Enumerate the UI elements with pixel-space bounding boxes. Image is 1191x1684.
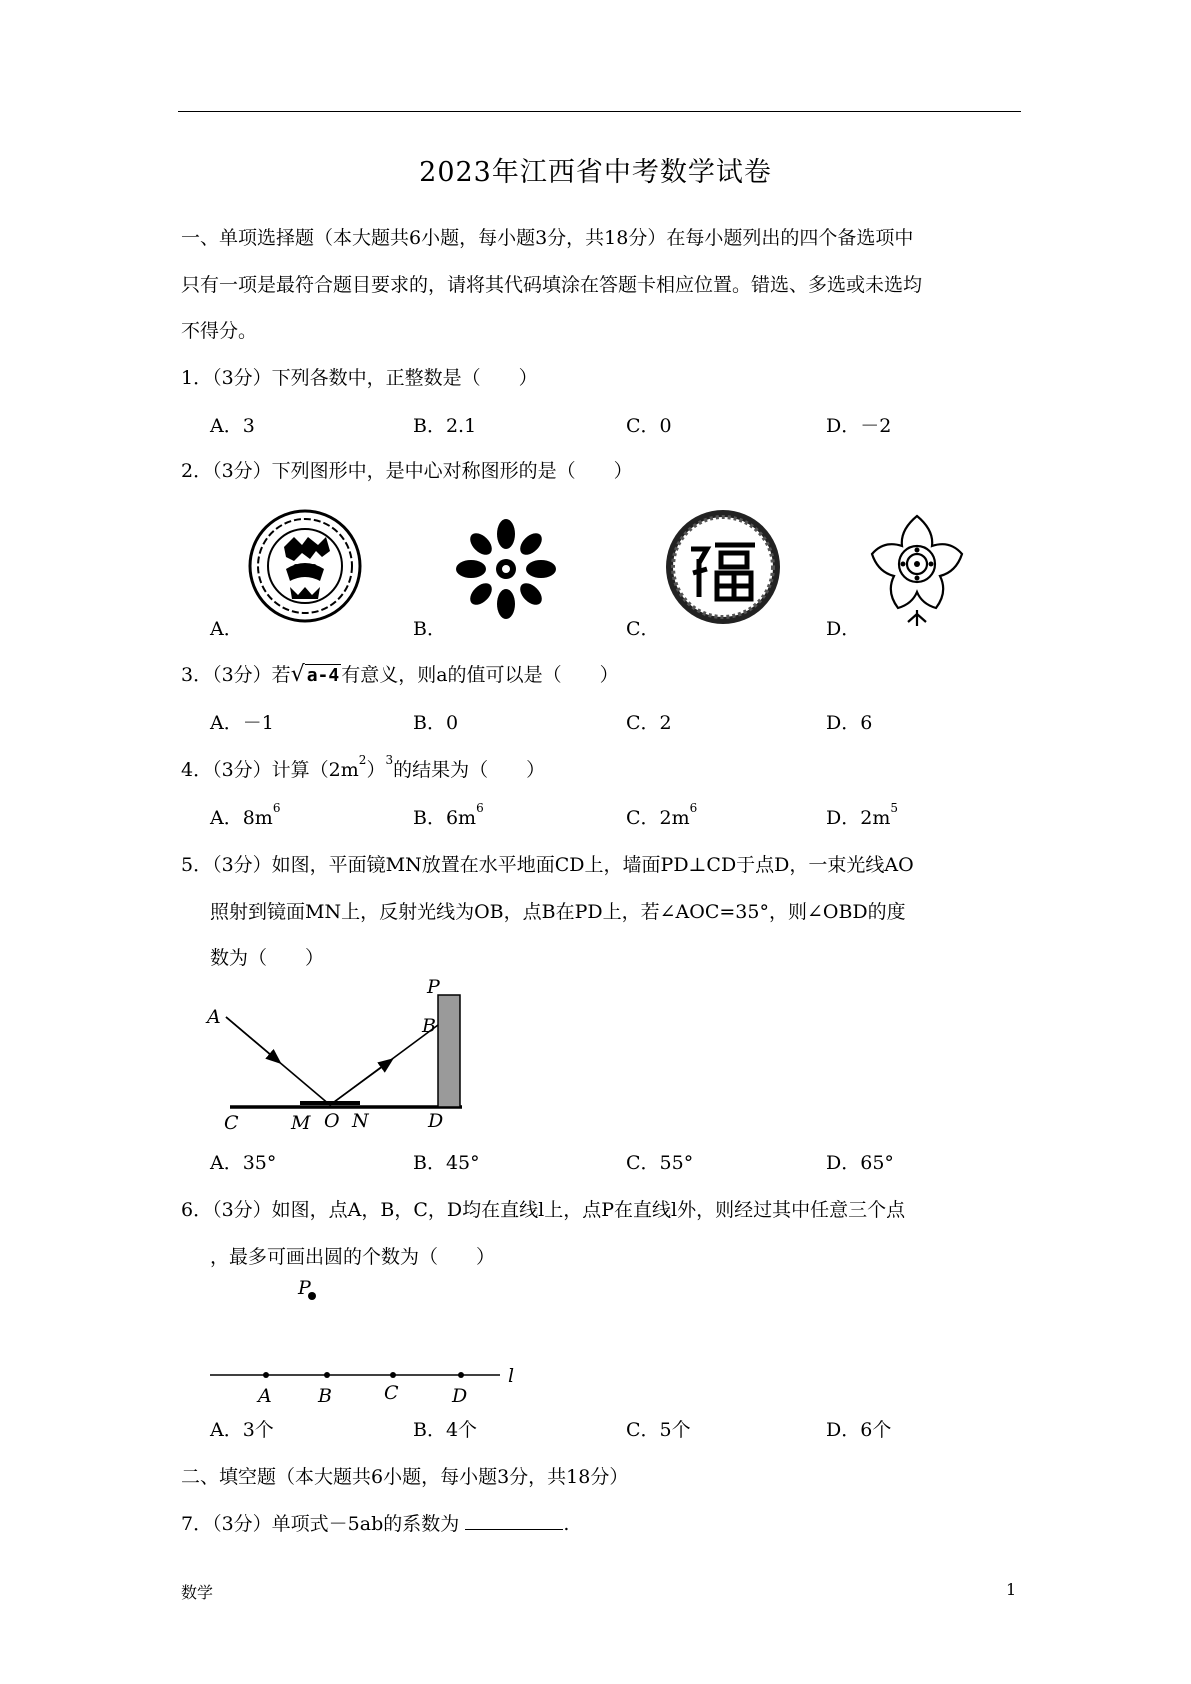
q4-option-a-exp: 6 bbox=[272, 801, 281, 815]
q4-stem-mid: ） bbox=[366, 759, 386, 781]
q5-label-p: P bbox=[427, 976, 440, 998]
q5-label-m: M bbox=[291, 1112, 311, 1134]
q4-option-b-base: B．6m bbox=[413, 807, 477, 829]
q4-option-c bbox=[626, 803, 697, 830]
q7-stem-end: . bbox=[563, 1513, 570, 1535]
q4-stem-post: 的结果为（ ） bbox=[393, 759, 546, 781]
q6-stem-line1: 6．（3分）如图，点A，B，C，D均在直线l上，点P在直线l外，则经过其中任意三个点 bbox=[181, 1199, 906, 1221]
paper-title: 2023年江西省中考数学试卷 bbox=[419, 157, 772, 188]
q3-option-d: D．6 bbox=[826, 712, 873, 734]
q5-reflected-arrow bbox=[330, 1061, 390, 1105]
q4-option-d bbox=[826, 803, 898, 830]
section1-instructions-line3: 不得分。 bbox=[181, 320, 258, 342]
q7-stem bbox=[181, 1509, 569, 1536]
q4-option-c-exp: 6 bbox=[689, 801, 698, 815]
q6-label-p: P bbox=[298, 1277, 311, 1299]
q2-figure-a-medallion bbox=[246, 507, 364, 625]
q6-label-l: l bbox=[508, 1365, 515, 1387]
footer-page-number: 1 bbox=[1006, 1580, 1017, 1599]
q5-stem-line2: 照射到镜面MN上，反射光线为OB，点B在PD上，若∠AOC=35°，则∠OBD的度 bbox=[210, 901, 906, 923]
q5-option-a: A．35° bbox=[210, 1152, 277, 1174]
q6-point-d bbox=[458, 1372, 464, 1378]
header-rule bbox=[178, 111, 1021, 112]
q4-option-b bbox=[413, 803, 484, 830]
q6-point-a bbox=[263, 1372, 269, 1378]
q4-option-a-base: A．8m bbox=[210, 807, 273, 829]
section2-header: 二、填空题（本大题共6小题，每小题3分，共18分） bbox=[181, 1466, 629, 1488]
q5-label-n: N bbox=[352, 1110, 369, 1132]
q5-mirror-figure bbox=[200, 975, 480, 1135]
q6-point-b bbox=[324, 1372, 330, 1378]
q5-label-d: D bbox=[428, 1110, 444, 1132]
q4-exponent-inner: 2 bbox=[358, 753, 367, 767]
q6-option-c: C．5个 bbox=[626, 1419, 691, 1441]
q1-option-d: D．－2 bbox=[826, 415, 892, 437]
q5-option-b: B．45° bbox=[413, 1152, 480, 1174]
q6-points-figure bbox=[200, 1272, 530, 1412]
q6-stem-line2: ，最多可画出圆的个数为（ ） bbox=[210, 1246, 496, 1268]
q4-option-b-exp: 6 bbox=[476, 801, 484, 815]
q2-option-b: B． bbox=[413, 618, 446, 640]
q2-figure-c-fu-seal bbox=[663, 507, 783, 627]
q5-option-d: D．65° bbox=[826, 1152, 894, 1174]
q1-option-c: C．0 bbox=[626, 415, 672, 437]
q6-option-b: B．4个 bbox=[413, 1419, 478, 1441]
q3-stem bbox=[181, 660, 619, 687]
q4-stem bbox=[181, 755, 545, 782]
q2-figure-b-flower bbox=[447, 510, 565, 628]
q5-wall-pd bbox=[438, 995, 460, 1107]
q3-radicand: a-4 bbox=[306, 665, 340, 686]
q6-option-d: D．6个 bbox=[826, 1419, 892, 1441]
section1-instructions-line2: 只有一项是最符合题目要求的，请将其代码填涂在答题卡相应位置。错选、多选或未选均 bbox=[181, 274, 923, 296]
q3-option-c: C．2 bbox=[626, 712, 672, 734]
q4-option-c-base: C．2m bbox=[626, 807, 690, 829]
q2-option-c: C． bbox=[626, 618, 660, 640]
q3-stem-post: 有意义，则a的值可以是（ ） bbox=[341, 664, 619, 686]
q6-label-c: C bbox=[384, 1382, 399, 1404]
q6-label-a: A bbox=[258, 1385, 272, 1407]
q2-option-a: A． bbox=[210, 618, 243, 640]
q5-label-c: C bbox=[224, 1112, 239, 1134]
q4-option-a bbox=[210, 803, 280, 830]
q3-option-b: B．0 bbox=[413, 712, 459, 734]
q4-option-d-base: D．2m bbox=[826, 807, 891, 829]
q6-label-b: B bbox=[318, 1385, 332, 1407]
q1-option-b: B．2.1 bbox=[413, 415, 477, 437]
q6-point-c bbox=[390, 1372, 396, 1378]
q1-option-a: A．3 bbox=[210, 415, 255, 437]
q7-answer-blank bbox=[465, 1511, 563, 1530]
q4-exponent-outer: 3 bbox=[385, 753, 394, 767]
q2-option-d: D． bbox=[826, 618, 861, 640]
sqrt-symbol-icon: √ bbox=[290, 662, 305, 687]
q4-option-d-exp: 5 bbox=[890, 801, 898, 815]
q6-option-a: A．3个 bbox=[210, 1419, 274, 1441]
q5-stem-line3: 数为（ ） bbox=[210, 947, 325, 969]
q2-stem: 2．（3分）下列图形中，是中心对称图形的是（ ） bbox=[181, 460, 633, 482]
q5-label-a: A bbox=[207, 1006, 221, 1028]
q2-figure-d-lotus bbox=[862, 510, 972, 628]
q5-option-c: C．55° bbox=[626, 1152, 694, 1174]
q3-stem-pre: 3．（3分）若 bbox=[181, 664, 291, 686]
q5-stem-line1: 5．（3分）如图，平面镜MN放置在水平地面CD上，墙面PD⊥CD于点D，一束光线AO bbox=[181, 854, 914, 876]
q4-stem-pre: 4．（3分）计算（2m bbox=[181, 759, 359, 781]
q3-option-a: A．－1 bbox=[210, 712, 274, 734]
section1-instructions-line1: 一、单项选择题（本大题共6小题，每小题3分，共18分）在每小题列出的四个备选项中 bbox=[181, 227, 914, 249]
q5-incident-arrow bbox=[226, 1017, 278, 1061]
q1-stem: 1．（3分）下列各数中，正整数是（ ） bbox=[181, 367, 538, 389]
q5-label-b: B bbox=[422, 1015, 436, 1037]
footer-subject: 数学 bbox=[181, 1583, 214, 1602]
q5-label-o: O bbox=[324, 1110, 340, 1132]
q6-label-d: D bbox=[452, 1385, 468, 1407]
q7-stem-text: 7．（3分）单项式－5ab的系数为 bbox=[181, 1513, 460, 1535]
